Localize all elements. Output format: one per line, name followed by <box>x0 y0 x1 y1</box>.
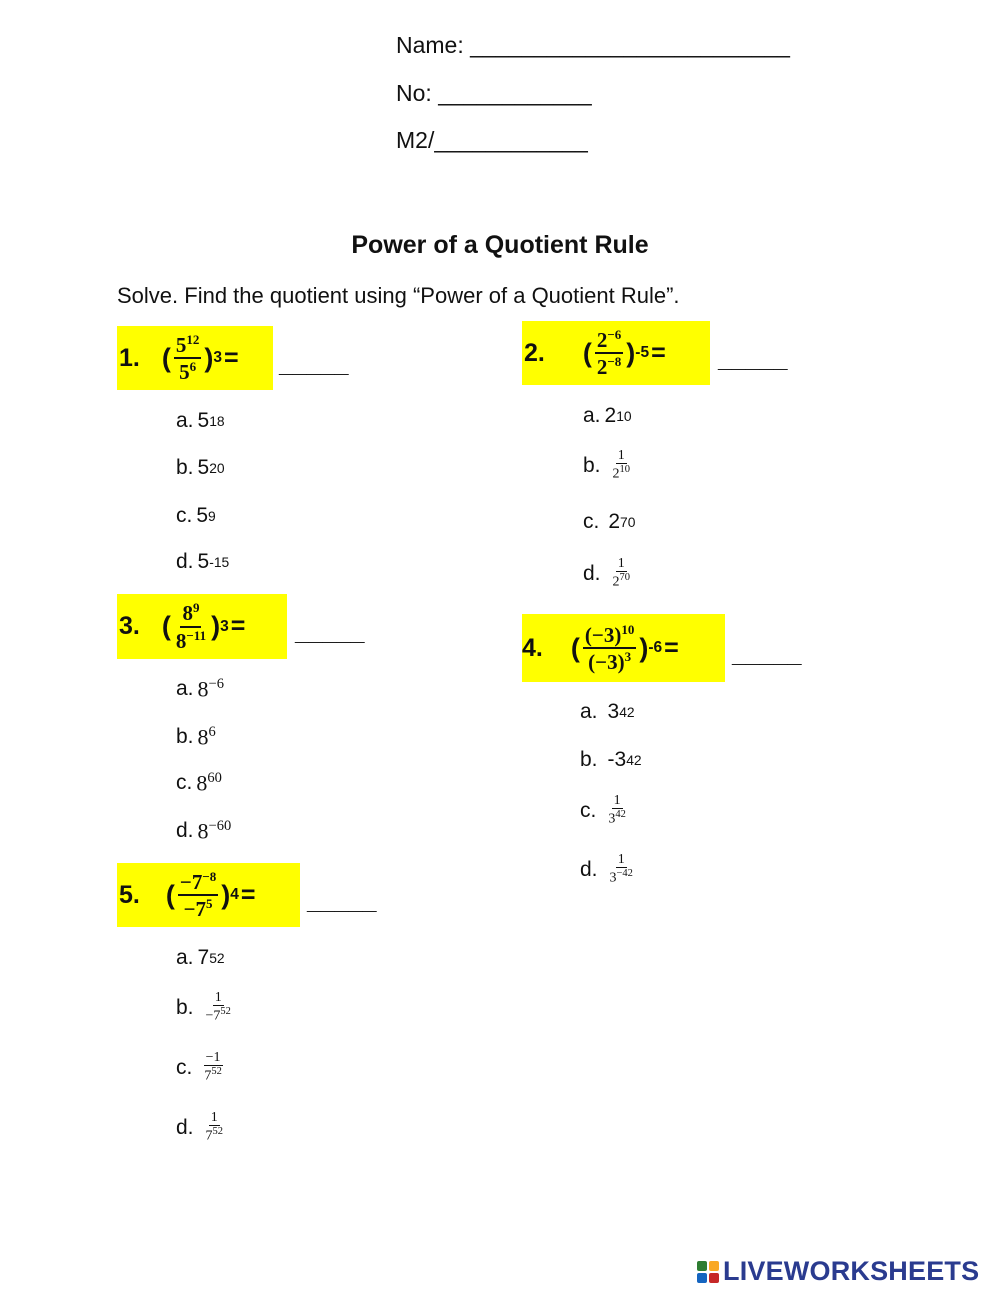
option-4c[interactable]: c. 1 $3^{42}$ <box>580 793 626 828</box>
instructions: Solve. Find the quotient using “Power of a Quotient Rule”. <box>117 283 680 308</box>
option-1c[interactable]: c. 5 9 <box>176 504 216 527</box>
option-5b[interactable]: b. 1 $-7^{52}$ <box>176 990 231 1025</box>
option-5c[interactable]: c. −1 $7^{52}$ <box>176 1050 222 1085</box>
name-blank[interactable]: _________________________ <box>470 32 790 58</box>
option-fraction: 1 $7^{52}$ <box>205 1110 224 1145</box>
outer-exponent: -6 <box>648 639 663 656</box>
option-3a[interactable]: a. $8^{-6}$ <box>176 676 224 702</box>
question-number: 3. <box>119 612 140 640</box>
answer-blank-4[interactable]: _____ <box>732 640 802 668</box>
option-5a[interactable]: a. 7 52 <box>176 946 225 969</box>
brand-name: LIVEWORKSHEETS <box>723 1256 980 1286</box>
answer-blank-2[interactable]: _____ <box>718 345 788 373</box>
outer-exponent: 4 <box>230 886 239 903</box>
option-1a[interactable]: a. 5 18 <box>176 409 225 432</box>
question-number: 4. <box>522 633 543 662</box>
option-4a[interactable]: a. 3 42 <box>580 700 635 723</box>
question-2: 2. ( $\frac{2^{-6}}{2^{-8}}$ ) -5 = <box>522 321 710 385</box>
question-5: 5. ( $\frac{-7^{-8}}{-7^5}$ ) 4 = <box>117 863 300 927</box>
option-3d[interactable]: d. $8^{-60}$ <box>176 818 232 844</box>
option-4d[interactable]: d. 1 $3^{-42}$ <box>580 852 633 887</box>
outer-exponent: -5 <box>635 344 650 361</box>
question-number: 1. <box>119 343 140 372</box>
question-fraction: $\frac{-7^{-8}}{-7^5}$ <box>179 868 217 921</box>
class-blank[interactable]: ____________ <box>434 127 588 153</box>
no-label: No: <box>396 80 439 106</box>
question-number: 5. <box>119 880 140 909</box>
answer-blank-1[interactable]: _____ <box>279 350 349 378</box>
option-5d[interactable]: d. 1 $7^{52}$ <box>176 1110 224 1145</box>
question-3: 3. ( $\frac{8^9}{8^{-11}}$ ) 3 = <box>117 594 287 659</box>
option-fraction: 1 $2^{70}$ <box>612 556 631 591</box>
option-2b[interactable]: b. 1 $2^{10}$ <box>583 448 631 483</box>
option-2a[interactable]: a. 2 10 <box>583 404 632 427</box>
answer-blank-5[interactable]: _____ <box>307 887 377 915</box>
class-field <box>396 127 588 154</box>
option-fraction: −1 $7^{52}$ <box>204 1050 222 1085</box>
no-blank[interactable]: ____________ <box>438 80 592 106</box>
question-fraction: $\frac{8^9}{8^{-11}}$ <box>175 600 207 653</box>
question-4: 4. ( $\frac{(-3)^{10}}{(-3)^3}$ ) -6 = <box>522 614 725 682</box>
answer-blank-3[interactable]: _____ <box>295 618 365 646</box>
class-label: M2/ <box>396 127 435 153</box>
option-1b[interactable]: b. 5 20 <box>176 456 225 479</box>
question-fraction: $\frac{5^{12}}{5^6}$ <box>175 331 200 384</box>
option-fraction: 1 $-7^{52}$ <box>205 990 231 1025</box>
option-fraction: 1 $3^{-42}$ <box>609 852 633 887</box>
logo-mark-icon <box>697 1261 719 1283</box>
option-2d[interactable]: d. 1 $2^{70}$ <box>583 556 631 591</box>
question-fraction: $\frac{2^{-6}}{2^{-8}}$ <box>596 326 622 379</box>
number-field <box>396 80 592 107</box>
name-label: Name: <box>396 32 471 58</box>
outer-exponent: 3 <box>220 617 229 635</box>
question-1: 1. ( $\frac{5^{12}}{5^6}$ ) 3 = <box>117 326 273 390</box>
page-title: Power of a Quotient Rule <box>351 231 649 259</box>
name-field <box>396 32 790 59</box>
option-3b[interactable]: b. $8^6$ <box>176 724 216 750</box>
option-4b[interactable]: b. -3 42 <box>580 748 642 771</box>
option-1d[interactable]: d. 5 -15 <box>176 550 230 573</box>
option-2c[interactable]: c. 2 70 <box>583 510 636 533</box>
liveworksheets-logo <box>697 1256 979 1287</box>
question-fraction: $\frac{(-3)^{10}}{(-3)^3}$ <box>584 621 635 674</box>
option-3c[interactable]: c. $8^{60}$ <box>176 770 222 796</box>
question-number: 2. <box>524 338 545 367</box>
option-fraction: 1 $3^{42}$ <box>608 793 626 828</box>
outer-exponent: 3 <box>213 349 222 366</box>
option-fraction: 1 $2^{10}$ <box>612 448 631 483</box>
